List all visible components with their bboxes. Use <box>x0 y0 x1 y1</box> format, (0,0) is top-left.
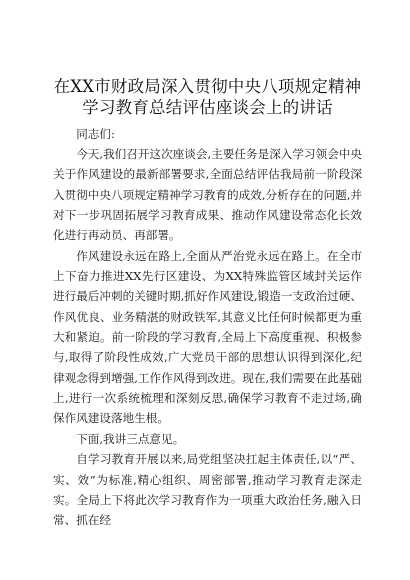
salutation: 同志们: <box>76 127 115 141</box>
paragraph-work-style: 作风建设永远在路上,全面从严治党永远在路上。在全市上下奋力推进XX先行区建设、为XX特殊监管区域封关运作进行最后冲刺的关键时期,抓好作风建设,锻造一支政治过硬、作风优良、业务精湛的财政铁军,其意义比任何时候都更为重大和紧迫。前一阶段的学习教育,全局上下高度重视、积极参与,取得了阶段性成效,广大党员干部的思想认识得到深化,纪律观念得到增强,工作作风得到改进。现在,我们需要在此基础上,进行一次系统梳理和深刻反思,确保学习教育不走过场,确保作风建设落地生根。 <box>53 248 362 426</box>
document-title: 在XX市财政局深入贯彻中央八项规定精神学习教育总结评估座谈会上的讲话 <box>53 77 362 117</box>
document-body <box>53 144 362 531</box>
paragraph-review: 自学习教育开展以来,局党组坚决扛起主体责任,以“严、实、效”为标准,精心组织、周密部署,推动学习教育走深走实。全局上下将此次学习教育作为一项重大政治任务,融入日常、抓在经 <box>53 452 362 528</box>
paragraph-opening: 今天,我们召开这次座谈会,主要任务是深入学习领会中央关于作风建设的最新部署要求,全面总结评估我局前一阶段深入贯彻中央八项规定精神学习教育的成效,分析存在的问题,并对下一步巩固拓展学习教育成果、推动作风建设常态化长效化进行再动员、再部署。 <box>53 147 362 243</box>
paragraph-transition: 下面,我讲三点意见。 <box>76 431 185 446</box>
